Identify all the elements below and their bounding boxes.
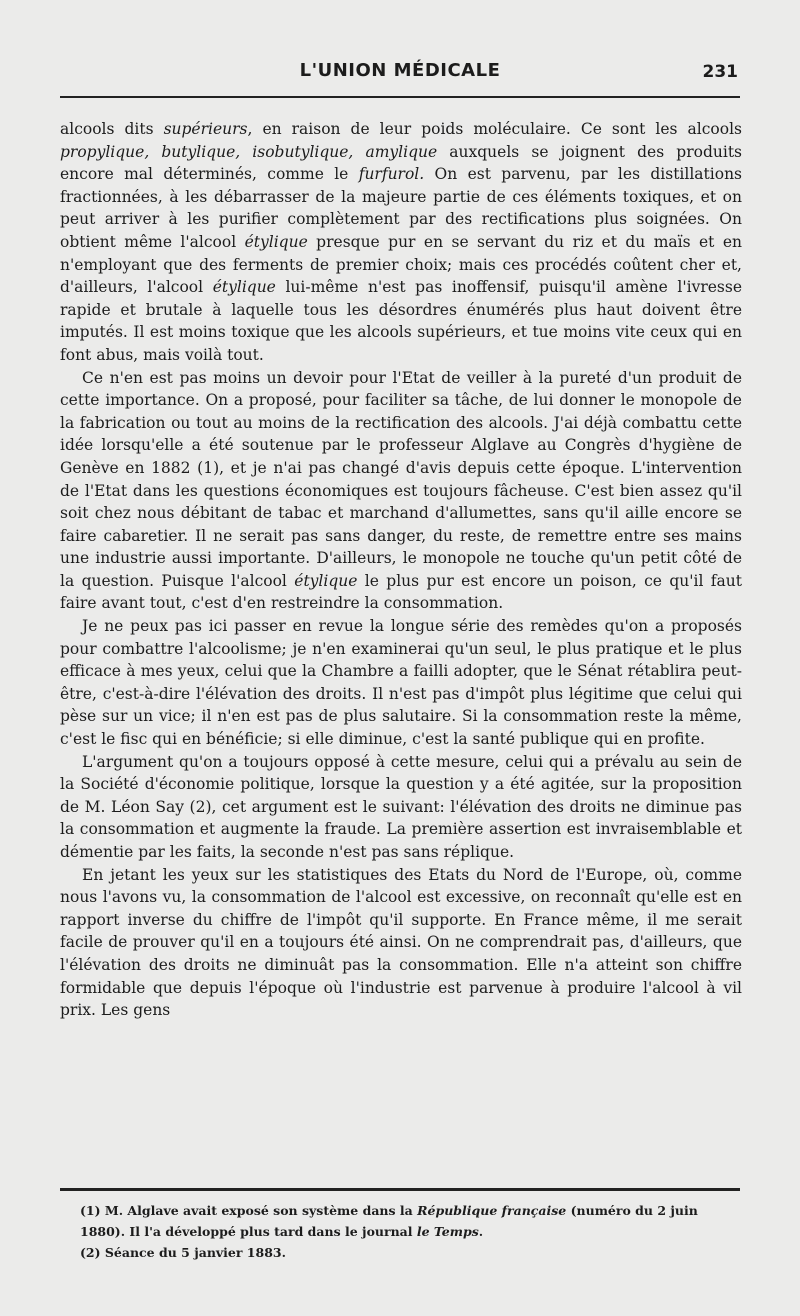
- italic-run: supérieurs: [163, 120, 248, 138]
- header-rule: [60, 96, 740, 98]
- italic-run: République française: [417, 1203, 567, 1218]
- footnote-2: (2) Séance du 5 janvier 1883.: [80, 1245, 286, 1260]
- italic-run: propylique, butylique, isobutylique, amylique: [60, 142, 438, 161]
- footnotes: [80, 1200, 740, 1263]
- text-run: (1) M. Alglave avait exposé son système dans la: [80, 1203, 418, 1218]
- text-run: alcools dits: [60, 120, 164, 138]
- body-text: [60, 118, 742, 1022]
- text-run: auxquels se joignent des produits encore mal déterminés, comme le: [60, 142, 742, 184]
- running-title: L'UNION MÉDICALE: [299, 60, 501, 81]
- italic-run: le Temps: [416, 1224, 479, 1239]
- page-header: [60, 56, 740, 92]
- text-run: , en raison de leur poids moléculaire. Ce sont les alcools: [247, 120, 742, 138]
- page-number: 231: [702, 62, 738, 82]
- italic-run: étylique: [212, 278, 276, 297]
- italic-run: étylique: [294, 571, 358, 590]
- text-run: Ce n'en est pas moins un devoir pour l'Etat de veiller à la pureté d'un produit de cette importance. On a proposé, pour faciliter sa tâche, de lui donner le monopole de la fabrication ou tout au moins de la rectification des alcools. J'ai déjà combattu cette idée lorsqu'elle a été soutenue par le professeur Alglave au Congrès d'hygiène de Genève en 1882 (1), et je n'ai pas changé d'avis depuis cette époque. L'intervention de l'Etat dans les questions économiques est toujours fâcheuse. C'est bien assez qu'il soit chez nous débitant de tabac et marchand d'allumettes, sans qu'il aille encore se faire cabaretier. Il ne serait pas sans danger, du reste, de remettre entre ses mains une industrie aussi importante. D'ailleurs, le monopole ne touche qu'un petit côté de la question. Puisque l'alcool: [60, 368, 742, 590]
- text-run: lui-même n'est pas inoffensif, puisqu'il amène l'ivresse rapide et brutale à laquelle tous les désordres énumérés plus haut doivent être imputés. Il est moins toxique que les alcools supérieurs, et tue moins vite ceux qui en font abus, mais voilà tout.: [60, 278, 742, 364]
- paragraph-2: [60, 367, 742, 616]
- italic-run: furfurol.: [358, 165, 425, 184]
- paragraph-3: Je ne peux pas ici passer en revue la longue série des remèdes qu'on a proposés pour combattre l'alcoolisme; je n'en examinerai qu'un seul, le plus pratique et le plus efficace à mes yeux, celui que la Chambre a failli adopter, que le Sénat rétablira peut-être, c'est-à-dire l'élévation des droits. Il n'est pas d'impôt plus légitime que celui qui pèse sur un vice; il n'en est pas de plus salutaire. Si la consommation reste la même, c'est le fisc qui en bénéficie; si elle diminue, c'est la santé publique qui en profite.: [60, 617, 742, 749]
- text-run: le plus pur est encore un poison, ce qu'il faut faire avant tout, c'est d'en restreindre la consommation.: [60, 571, 742, 613]
- text-run: (numéro du 2 juin 1880). Il l'a développé plus tard dans le journal: [80, 1203, 698, 1239]
- text-run: presque pur en se servant du riz et du maïs et en n'employant que des ferments de premier choix; mais ces procédés coûtent cher et, d'ailleurs, l'alcool: [60, 232, 742, 297]
- paragraph-1: [60, 118, 742, 367]
- paragraph-5: En jetant les yeux sur les statistiques des Etats du Nord de l'Europe, où, comme nous l'avons vu, la consommation de l'alcool est excessive, on reconnaît qu'elle est en rapport inverse du chiffre de l'impôt qu'il supporte. En France même, il me serait facile de prouver qu'il en a toujours été ainsi. On ne comprendrait pas, d'ailleurs, que l'élévation des droits ne diminuât pas la consommation. Elle n'a atteint son chiffre formidable que depuis l'époque où l'industrie est parvenue à produire l'alcool à vil prix. Les gens: [60, 865, 742, 1020]
- footnote-1: [80, 1200, 740, 1242]
- footnote-rule: [60, 1188, 740, 1191]
- paragraph-4: L'argument qu'on a toujours opposé à cette mesure, celui qui a prévalu au sein de la Société d'économie politique, lorsque la question y a été agitée, sur la proposition de M. Léon Say (2), cet argument est le suivant: l'élévation des droits ne diminue pas la consommation et augmente la fraude. La première assertion est invraisemblable et démentie par les faits, la seconde n'est pas sans réplique.: [60, 752, 742, 861]
- italic-run: étylique: [244, 232, 308, 251]
- text-run: On est parvenu, par les distillations fractionnées, à les débarrasser de la majeure partie de ces éléments toxiques, et on peut arriver à les purifier complètement par des rectifications plus soignées. On obtient même l'alcool: [60, 165, 742, 251]
- text-run: .: [478, 1224, 484, 1239]
